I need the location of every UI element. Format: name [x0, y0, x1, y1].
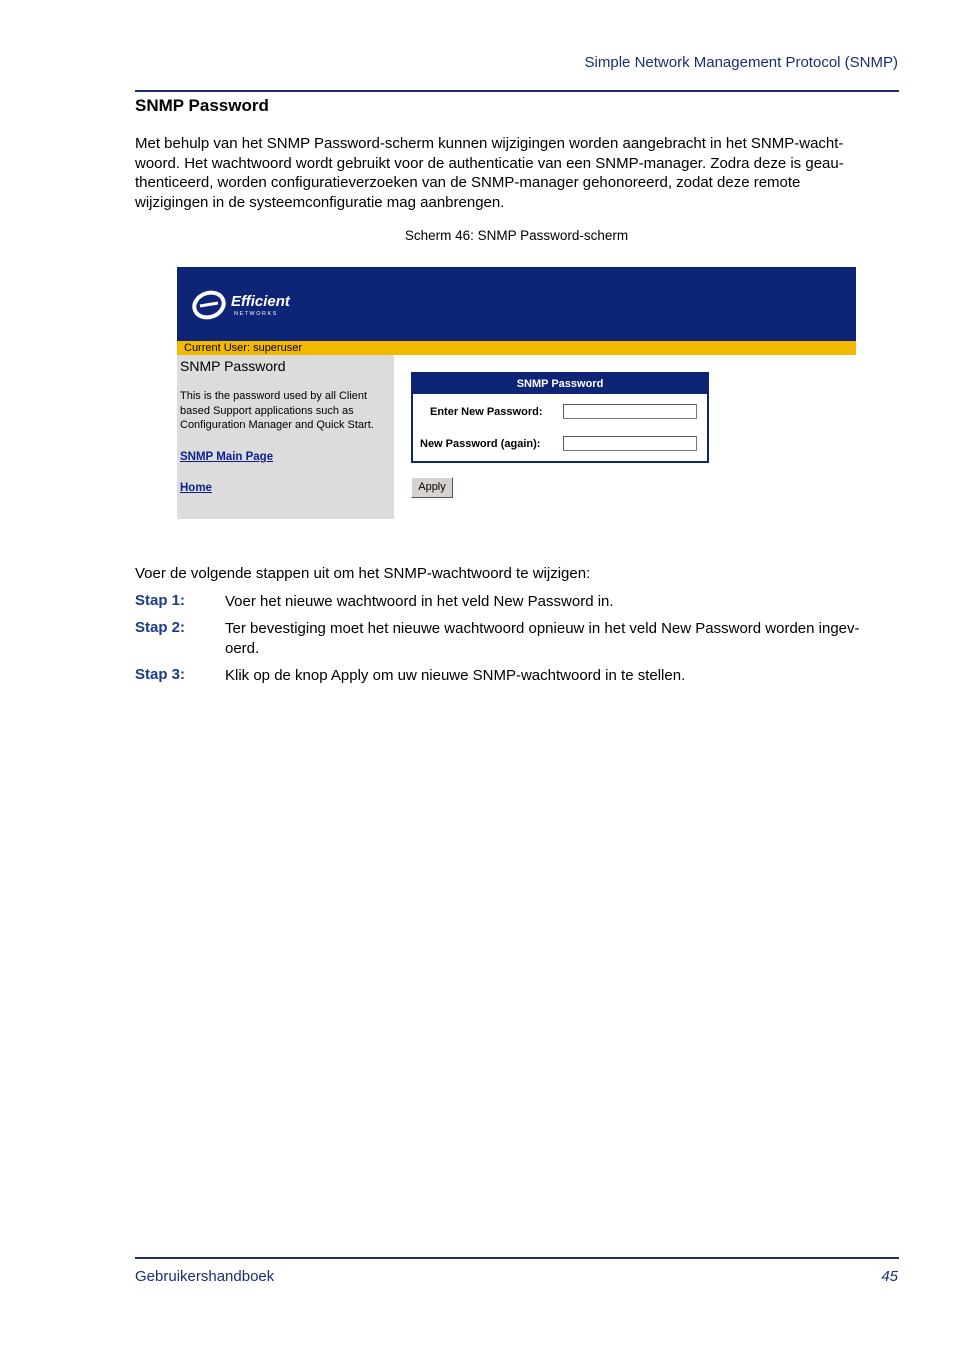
- description-line: This is the password used by all Client: [180, 390, 368, 402]
- form-title: SNMP Password: [413, 374, 707, 394]
- password-form: [411, 372, 709, 463]
- step-label: Stap 3:: [135, 666, 186, 683]
- new-password-label: Enter New Password:: [430, 406, 543, 418]
- left-pane-description: [180, 389, 390, 433]
- brand-banner: [177, 267, 856, 341]
- footer-title: Gebruikershandboek: [135, 1268, 275, 1285]
- step-line: Klik op de knop Apply om uw nieuwe SNMP-wachtwoord in te stellen.: [225, 667, 686, 684]
- current-user-bar: [177, 341, 856, 355]
- step-text: [225, 619, 900, 658]
- intro-line: Met behulp van het SNMP Password-scherm kunnen wijzigingen worden aangebracht in het SNMP-wacht-: [135, 135, 844, 152]
- intro-line: woord. Het wachtwoord wordt gebruikt voor de authenticatie van een SNMP-manager. Zodra deze is geau-: [135, 154, 844, 172]
- header-rule: [135, 90, 899, 92]
- description-line: based Support applications such as: [180, 404, 354, 417]
- logo-subtext: NETWORKS: [234, 311, 278, 317]
- current-user-text: Current User: superuser: [184, 342, 302, 354]
- instructions-lead: Voer de volgende stappen uit om het SNMP-wachtwoord te wijzigen:: [135, 565, 591, 582]
- apply-button[interactable]: Apply: [411, 477, 453, 498]
- confirm-password-label: New Password (again):: [420, 438, 541, 450]
- intro-line: wijzigingen in de systeemconfiguratie mag aanbrengen.: [135, 193, 505, 211]
- step-line: oerd.: [225, 639, 260, 657]
- snmp-password-screenshot: [177, 267, 856, 519]
- step-label: Stap 2:: [135, 619, 186, 636]
- step-text: [225, 666, 900, 686]
- page-number: 45: [881, 1268, 898, 1285]
- snmp-main-page-link[interactable]: SNMP Main Page: [180, 451, 274, 463]
- home-link[interactable]: Home: [180, 482, 212, 494]
- new-password-input[interactable]: [563, 404, 697, 419]
- step-text: [225, 592, 900, 612]
- section-title: SNMP Password: [135, 96, 269, 115]
- figure-caption: Scherm 46: SNMP Password-scherm: [404, 228, 629, 243]
- logo-text: Efficient: [231, 293, 290, 310]
- confirm-password-input[interactable]: [563, 436, 697, 451]
- step-line: Voer het nieuwe wachtwoord in het veld New Password in.: [225, 593, 614, 610]
- running-header: Simple Network Management Protocol (SNMP): [584, 54, 898, 71]
- step-label: Stap 1:: [135, 592, 186, 609]
- left-pane: [177, 355, 394, 519]
- intro-line: thenticeerd, worden configuratieverzoeken van de SNMP-manager gehonoreerd, zodat deze remote: [135, 174, 801, 191]
- intro-paragraph: [135, 134, 899, 212]
- description-line: Configuration Manager and Quick Start.: [180, 419, 374, 431]
- left-pane-title: SNMP Password: [180, 358, 286, 374]
- step-line: Ter bevestiging moet het nieuwe wachtwoord opnieuw in het veld New Password worden ingev-: [225, 620, 860, 637]
- efficient-networks-logo: [191, 287, 301, 323]
- footer-rule: [135, 1257, 899, 1259]
